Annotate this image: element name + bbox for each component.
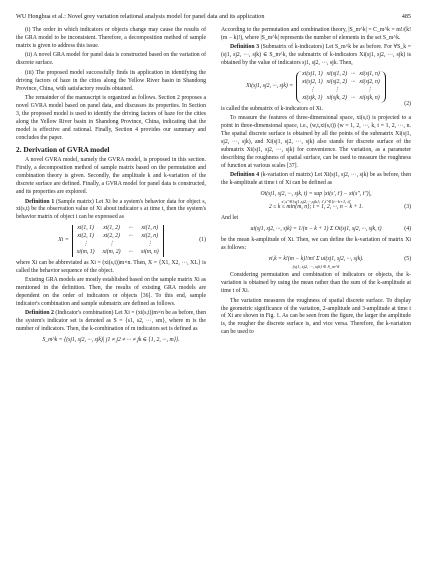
section-intro: A novel GVRA model, namely the GVRA model, is proposed in this section. Firstly, a decomposition method of sample matrix based on the permutation and combination theory is given. Secondly, the amplitude k and k-variation of the discrete surface are defined. Finally, a GVRA model for panel data is constructed, and its properties are explored. <box>16 157 206 195</box>
sample-matrix-cell-2-1: xi(2, 1) <box>77 233 94 240</box>
organization-paragraph: The remainder of the manuscript is organized as follows. Section 2 proposes a novel GVRA model based on panel data, and discusses its properties. In Section 3, the proposed model is used to identify the driving factors of haze for the cities along the Yellow River basin in Shandong Province, China, indicating that the model is effective and rational. Finally, Section 4 provides our summary and concludes the paper. <box>16 95 206 141</box>
submatrix-cell-1-1: xi(sj1, 1) <box>302 71 323 78</box>
definition-4-label: Definition 4 <box>230 172 260 179</box>
submatrix-cell-1-2: xi(sj1, 2) <box>326 71 348 78</box>
and-let: And let <box>221 215 239 222</box>
running-header <box>16 10 411 22</box>
equation-5 <box>221 256 411 269</box>
submatrix-cell-2-1: xi(sj2, 1) <box>302 79 323 86</box>
submatrix-cell-3-1: ⋮ <box>309 86 316 93</box>
contribution-iii: (iii) The proposed model successfully finds its application in identifying the driving factors of haze in the cities along the Yellow River basin in Shandong Province, China, with satisfactory results obtained. <box>16 69 206 92</box>
matrix-abbreviation: where Xi can be abbreviated as Xi = (xi(s,t))m×n. Then, X = {X1, X2, ···, XL} is called the behavior sequence of the object. <box>16 259 206 274</box>
definition-2-name: (Indicator's combination) <box>55 310 114 317</box>
equation-3-main: Oi(sj1, sj2, ···, sjk, t) = sup |xi(s′, t′) − xi(s″, t″)|, <box>260 191 372 197</box>
definition-1 <box>16 199 206 223</box>
equation-5-main: vi,k = k!(m − k)!/m! Σ ui(sj1, sj2, ···, sjk). <box>268 255 364 262</box>
left-column <box>16 27 206 348</box>
submatrix-cell-2-2: xi(sj2, 2) <box>326 79 348 86</box>
sample-matrix-cell-4-3: ··· <box>128 248 133 255</box>
sample-matrix-cell-3-3 <box>129 241 133 249</box>
definition-2-label: Definition 2 <box>25 310 54 317</box>
sample-matrix-cell-2-2: xi(2, 2) <box>103 233 120 240</box>
equation-2-lhs: Xi(sj1, sj2, ···, sjk) = <box>246 82 294 89</box>
sample-matrix-cell-1-4: xi(1, n) <box>141 225 159 232</box>
submatrix-cell-2-4: xi(sj2, n) <box>359 79 380 86</box>
submatrix-cell-1-4: xi(sj1, n) <box>359 71 380 78</box>
equation-3 <box>221 191 411 212</box>
page-number: 485 <box>401 12 411 20</box>
definition-3 <box>221 44 411 68</box>
equation-2 <box>221 71 411 107</box>
combination-set-equation: S_m^k = {(sj1, sj2, ···, sjk)| j1 ≠ j2 ≠ ··· ≠ jk ∈ {1, 2, ···, m}}. <box>42 337 180 344</box>
definition-1-label: Definition 1 <box>25 198 55 205</box>
submatrix-cell-3-4: ⋮ <box>366 86 373 93</box>
mean-amplitude-text: be the mean k-amplitude of Xi. Then, we can define the k-variation of matrix Xi as follows: <box>221 237 411 252</box>
submatrix-cell-3-3 <box>351 87 355 95</box>
sample-matrix-cell-1-1: xi(1, 1) <box>77 225 94 232</box>
definition-1-text: Let Xi be a system's behavior data for object s, xi(s,t) be the observation value of Xi about indicator s at time t, then the system's behavior matrix of object i can be expressed as <box>16 198 207 221</box>
considering-paragraph: Considering permutation and combination of indicators or objects, the k-variation is obtained by using the mean rather than the sum of the k-amplitude at time t of Xi. <box>221 272 411 295</box>
projection-paragraph: To measure the features of three-dimensional space, xi(s,t) is projected to a point in three-dimensional space, i.e., (w,t,xi(s,t)) (w = 1, 2, ···, k, t = 1, 2, ···, n. The spatial discrete surface is obtained by all the points of the submatrix Xi(sj1, sj2, ···, sjk), and Xi(sj1, sj2, ···, sjk) also stands for discrete surface of the submatrix Xi(sj1, sj2, ···, sjk) for convenience. The variation, as a parameter describing the roughness of spatial surface, can be used to measure the roughness of function at various scales [37]. <box>221 115 411 169</box>
contribution-i: (i) The order in which indicators or objects change may cause the results of the GRA model to be inconsistent. Therefore, a decomposition method of sample matrix is given to address this issue. <box>16 27 206 49</box>
submatrix-cell-3-2: ⋮ <box>333 86 340 93</box>
definition-4 <box>221 172 411 188</box>
sample-matrix <box>72 225 164 257</box>
definition-3-label: Definition 3 <box>230 44 260 51</box>
sample-matrix-cell-3-1: ⋮ <box>82 241 89 248</box>
submatrix-cell-4-3: ··· <box>351 94 356 101</box>
sample-matrix-cell-1-3: ··· <box>128 225 133 232</box>
equation-3-subscript: s′,s″∈{sj1,sj2,···,sjk}; t′,t″∈[t−k+1, t] <box>281 198 351 204</box>
equation-4-main: ui(sj1, sj2, ···, sjk) = 1/(n − k + 1) Σ Oi(sj1, sj2, ···, sjk, t) <box>250 226 382 233</box>
sample-matrix-cell-3-2: ⋮ <box>108 241 115 248</box>
submatrix-caption: is called the submatrix of k-indicators of Xi. <box>221 105 323 112</box>
sample-matrix-cell-1-2: xi(1, 2) <box>103 225 120 232</box>
equation-4 <box>221 226 411 234</box>
submatrix-cell-4-1: xi(sjk, 1) <box>302 94 323 101</box>
equation-1-lhs: Xi = <box>58 237 69 244</box>
section-title: 2. Derivation of GVRA model <box>16 145 110 155</box>
sample-matrix-cell-2-4: xi(2, n) <box>141 233 159 240</box>
sample-matrix-cell-4-1: xi(m, 1) <box>76 248 95 255</box>
contribution-ii: (ii) A novel GRA model for panel data is constructed based on the variation of discrete surface. <box>16 52 206 67</box>
existing-models-paragraph: Existing GRA models are mostly established based on the sample matrix Xi as mentioned in the definition. Then, the results of existing GRA models are dependent on the order of indicators or objects [36]. To this end, sample indicator's combination and sample submatrix are defined as follows. <box>16 277 206 307</box>
equation-4-number: (4) <box>404 226 411 233</box>
equation-1 <box>16 225 206 257</box>
equation-2-number: (2) <box>404 100 411 107</box>
equation-5-subscript: (sj1, sj2, ···, sjk) ∈ S_m^k <box>292 263 340 269</box>
definition-2-text: Let Xi = (xi(s,t))m×n be as before, then the system's indicator set is denoted as S = {s1, s2, ···, sm}, where m is the number of indicators. Then, the k-combination of m indicators set is defined as <box>16 310 207 333</box>
definition-3-name: (Submatrix of k-indicators) <box>260 44 325 51</box>
submatrix-cell-4-4: xi(sjk, n) <box>359 94 380 101</box>
sample-matrix-cell-3-4: ⋮ <box>146 241 153 248</box>
equation-3-condition: 2 ≤ k ≤ min{m, n}; t = 1, 2, ···, n − k + 1. <box>268 204 364 211</box>
variation-paragraph: The variation measures the roughness of spatial discrete surface. To display the geometric significance of the variation, 2-amplitude and 3-amplitude at time t of Xi are shown in Fig. 1. As can be seen from the figure, the larger the amplitude is, the rougher the discrete surface is, and vice versa. Therefore, the k-variation can be used to <box>221 297 411 336</box>
running-title: WU Honghua et al.: Novel grey variation relational analysis model for panel data and its application <box>16 12 265 20</box>
definition-1-name: (Sample matrix) <box>55 198 94 205</box>
equation-5-number: (5) <box>404 255 411 262</box>
equation-1-number: (1) <box>199 237 206 244</box>
definition-2 <box>16 310 206 334</box>
definition-4-text: Let Xi(sj1, sj2, ···, sjk) be as before, then the k-amplitude at time t of Xi can be defined as <box>221 172 412 187</box>
right-column <box>221 27 411 339</box>
submatrix-cell-2-3: ··· <box>351 79 356 86</box>
sample-matrix-cell-2-3: ··· <box>128 233 133 240</box>
submatrix-cell-4-2: xi(sjk, 2) <box>326 94 347 101</box>
definition-3-text: Let S_m^k be as before. For ∀S_k = (sj1, sj2, ···, sjk) ∈ S_m^k, the submatrix of k-indicators Xi(sj1, sj2, ···, sjk) is obtained by the value of indicators sj1, sj2, ···, sjk. Then, <box>221 44 411 67</box>
combination-count: According to the permutation and combination theory, |S_m^k| = C_m^k = m!/(k!(m − k)!), where |S_m^k| represents the number of elements in the set S_m^k. <box>221 27 411 41</box>
submatrix <box>296 71 386 103</box>
definition-4-name: (k-variation of matrix) <box>260 172 313 179</box>
sample-matrix-cell-4-2: xi(m, 2) <box>102 248 121 255</box>
sample-matrix-cell-4-4: xi(m, n) <box>140 248 159 255</box>
equation-3-number: (3) <box>404 204 411 211</box>
submatrix-cell-1-3: ··· <box>351 71 356 78</box>
